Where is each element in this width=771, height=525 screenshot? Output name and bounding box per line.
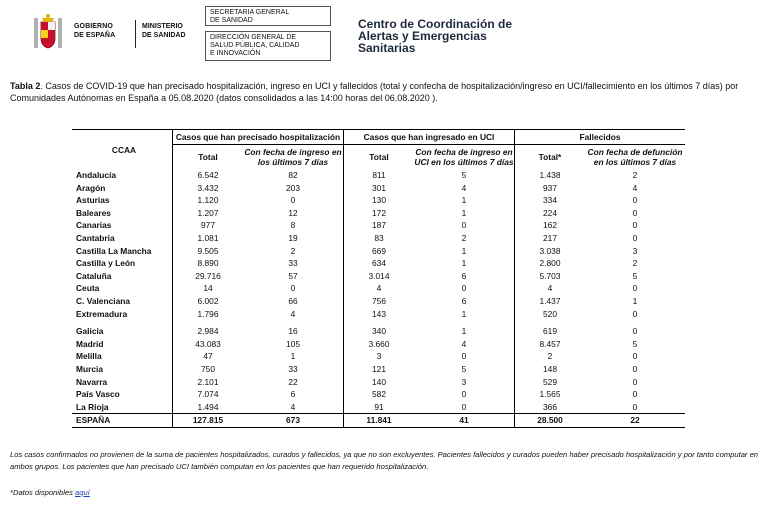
table-cell: 0 [632, 207, 638, 218]
table-row [72, 232, 685, 245]
hosp-7d-header: Con fecha de ingreso en los últimos 7 días [244, 147, 342, 167]
uci-header: Casos que han ingresado en UCI [344, 130, 515, 145]
table-cell: 4 [515, 282, 586, 295]
table-row [72, 282, 685, 295]
table-cell: 12 [288, 207, 298, 218]
region-name: Ceuta [76, 283, 100, 294]
table-cell: 47 [173, 350, 244, 363]
logo-divider [135, 20, 136, 48]
table-cell: 16 [288, 326, 298, 337]
table-cell: 22 [288, 376, 298, 387]
table-cell: 203 [286, 182, 300, 193]
table-row [72, 182, 685, 195]
table-cell: 4 [632, 182, 638, 193]
table-row [72, 338, 685, 351]
table-row [72, 270, 685, 283]
table-cell: 750 [173, 363, 244, 376]
table-cell: 217 [515, 232, 586, 245]
table-cell: 2 [632, 170, 638, 180]
region-name: Melilla [76, 351, 102, 362]
table-cell: 4 [344, 282, 415, 295]
table-cell: 0 [632, 401, 638, 412]
table-cell: 1 [632, 295, 638, 306]
table-cell: 0 [290, 283, 296, 294]
table-cell: 5 [461, 170, 467, 180]
table-cell: 529 [515, 376, 586, 389]
region-name: Canarias [76, 220, 112, 231]
table-cell: 224 [515, 207, 586, 220]
uci-7d-header: Con fecha de ingreso en UCI en los últimos 7 días [414, 147, 514, 167]
table-row [72, 376, 685, 389]
table-cell: 29.716 [173, 270, 244, 283]
table-cell: 19 [288, 232, 298, 243]
table-cell: 2 [632, 258, 638, 269]
table-cell: 162 [515, 219, 586, 232]
table-cell: 977 [173, 219, 244, 232]
table-cell: 187 [344, 219, 415, 232]
table-cell: 1 [461, 258, 467, 269]
table-cell: 143 [344, 308, 415, 321]
total-cell: 127.815 [173, 414, 244, 428]
fall-header: Fallecidos [515, 130, 686, 145]
table-cell: 91 [344, 401, 415, 414]
table-row [72, 363, 685, 376]
total-cell: 28.500 [515, 414, 586, 428]
table-cell: 4 [290, 401, 296, 412]
table-cell: 3.038 [515, 245, 586, 258]
total-cell: 673 [243, 414, 344, 428]
table-cell: 2 [515, 350, 586, 363]
table-row [72, 295, 685, 308]
table-caption: Tabla 2. Casos de COVID-19 que han precisado hospitalización, ingreso en UCI y fallecidos (total y confecha de hospitalización/ingreso en UCI/fallecimiento en los últimos 7 días) por Comunidades Autónomas en España a 05.08.2020 (datos consolidados a las 14:00 horas del 06.08.2020 ). [10, 81, 739, 103]
government-logo [30, 12, 205, 56]
secretaria-box: SECRETARIA GENERAL DE SANIDAD [205, 6, 331, 26]
table-cell: 2.101 [173, 376, 244, 389]
table-cell: 0 [632, 220, 638, 231]
table-cell: 82 [288, 170, 298, 180]
table-cell: 520 [515, 308, 586, 321]
table-cell: 172 [344, 207, 415, 220]
table-cell: 1 [461, 308, 467, 319]
fall-total-header: Total* [515, 145, 586, 170]
table-cell: 0 [461, 401, 467, 412]
table-row [72, 401, 685, 414]
table-row [72, 350, 685, 363]
table-cell: 4 [461, 182, 467, 193]
table-cell: 9.505 [173, 245, 244, 258]
table-cell: 3 [344, 350, 415, 363]
table-cell: 3.014 [344, 270, 415, 283]
table-cell: 1 [461, 245, 467, 256]
table-cell: 634 [344, 257, 415, 270]
gobierno-label: GOBIERNO DE ESPAÑA [74, 23, 116, 39]
table-cell: 334 [515, 194, 586, 207]
region-name: Galicia [76, 326, 104, 337]
document-header [0, 0, 771, 70]
table-cell: 1.438 [515, 169, 586, 182]
table-cell: 0 [461, 283, 467, 294]
region-name: País Vasco [76, 389, 120, 400]
data-link[interactable]: aquí [75, 488, 90, 497]
table-row [72, 245, 685, 258]
table-cell: 121 [344, 363, 415, 376]
table-cell: 6.542 [173, 169, 244, 182]
region-name: Extremadura [76, 308, 128, 319]
table-cell: 1.120 [173, 194, 244, 207]
table-cell: 1 [290, 351, 296, 362]
table-cell: 0 [461, 389, 467, 400]
table-row [72, 257, 685, 270]
hosp-total-header: Total [173, 145, 244, 170]
table-cell: 6 [290, 389, 296, 400]
table-cell: 0 [632, 232, 638, 243]
table-cell: 8 [290, 220, 296, 231]
region-name: C. Valenciana [76, 295, 130, 306]
region-name: Murcia [76, 363, 103, 374]
table-cell: 0 [461, 351, 467, 362]
table-cell: 2 [461, 232, 467, 243]
table-cell: 6 [461, 295, 467, 306]
table-cell: 33 [288, 258, 298, 269]
table-cell: 2.984 [173, 325, 244, 338]
table-cell: 4 [290, 308, 296, 319]
table-cell: 5 [461, 363, 467, 374]
table-cell: 669 [344, 245, 415, 258]
table-cell: 0 [632, 283, 638, 294]
table-cell: 5.703 [515, 270, 586, 283]
region-name: Asturias [76, 195, 110, 206]
table-cell: 937 [515, 182, 586, 195]
table-cell: 2 [290, 245, 296, 256]
total-cell: 22 [585, 414, 685, 428]
total-cell: 11.841 [344, 414, 415, 428]
region-name: Castilla La Mancha [76, 245, 152, 256]
ministerio-label: MINISTERIO DE SANIDAD [142, 23, 186, 39]
table-cell: 3 [461, 376, 467, 387]
region-name: Cantabria [76, 232, 115, 243]
region-name: Baleares [76, 207, 111, 218]
table-cell: 756 [344, 295, 415, 308]
table-cell: 0 [632, 389, 638, 400]
footnote: Los casos confirmados no provienen de la suma de pacientes hospitalizados, curados y fallecidos, ya que no son excluyentes. Pacientes fallecidos y curados pueden haber precisado hospitalización y por tanto computar en ambos grupos. Los pacientes que han precisado UCI también computan en los pacientes que han requerido hospitalización. [10, 450, 759, 471]
region-name: Madrid [76, 338, 104, 349]
table-cell: 1.494 [173, 401, 244, 414]
table-cell: 8.457 [515, 338, 586, 351]
table-row [72, 219, 685, 232]
hosp-header: Casos que han precisado hospitalización [173, 130, 344, 145]
table-cell: 0 [632, 326, 638, 337]
table-row [72, 169, 685, 182]
covid-table [72, 129, 685, 428]
table-cell: 4 [461, 338, 467, 349]
table-cell: 0 [632, 308, 638, 319]
coat-of-arms-icon [30, 12, 66, 56]
table-row [72, 325, 685, 338]
table-cell: 14 [173, 282, 244, 295]
fall-7d-header: Con fecha de defunción en los últimos 7 días [587, 147, 683, 167]
table-cell: 619 [515, 325, 586, 338]
table-cell: 0 [632, 351, 638, 362]
table-cell: 582 [344, 388, 415, 401]
table-cell: 83 [344, 232, 415, 245]
table-cell: 2.800 [515, 257, 586, 270]
table-row [72, 388, 685, 401]
uci-total-header: Total [344, 145, 415, 170]
direccion-box: DIRECCIÓN GENERAL DE SALUD PÚBLICA, CALIDAD E INNOVACIÓN [205, 31, 331, 61]
table-cell: 3 [632, 245, 638, 256]
table-cell: 5 [632, 270, 638, 281]
table-cell: 1 [461, 195, 467, 206]
footnote-source: *Datos disponibles aquí [10, 488, 90, 497]
table-cell: 33 [288, 363, 298, 374]
table-cell: 3.660 [344, 338, 415, 351]
table-cell: 1.437 [515, 295, 586, 308]
region-name: La Rioja [76, 401, 109, 412]
table-cell: 0 [632, 376, 638, 387]
table-cell: 0 [290, 195, 296, 206]
table-cell: 43.083 [173, 338, 244, 351]
table-cell: 66 [288, 295, 298, 306]
region-name: Aragón [76, 182, 106, 193]
total-cell: 41 [414, 414, 515, 428]
total-row [72, 414, 685, 428]
table-cell: 105 [286, 338, 300, 349]
table-cell: 1.207 [173, 207, 244, 220]
table-cell: 148 [515, 363, 586, 376]
region-name: Castilla y León [76, 258, 136, 269]
region-name: Cataluña [76, 270, 112, 281]
table-cell: 140 [344, 376, 415, 389]
table-cell: 301 [344, 182, 415, 195]
table-row [72, 207, 685, 220]
total-label: ESPAÑA [72, 414, 173, 428]
table-cell: 7.074 [173, 388, 244, 401]
table-body [72, 169, 685, 414]
table-row [72, 308, 685, 321]
table-cell: 1 [461, 326, 467, 337]
table-cell: 811 [344, 169, 415, 182]
table-cell: 1 [461, 207, 467, 218]
region-name: Navarra [76, 376, 108, 387]
table-cell: 57 [288, 270, 298, 281]
region-name: Andalucía [76, 170, 117, 180]
table-cell: 6.002 [173, 295, 244, 308]
table-cell: 0 [461, 220, 467, 231]
table-cell: 5 [632, 338, 638, 349]
table-cell: 0 [632, 195, 638, 206]
table-cell: 1.081 [173, 232, 244, 245]
table-cell: 3.432 [173, 182, 244, 195]
table-cell: 6 [461, 270, 467, 281]
ccaa-header: CCAA [72, 130, 173, 170]
table-cell: 0 [632, 363, 638, 374]
table-cell: 1.565 [515, 388, 586, 401]
table-cell: 366 [515, 401, 586, 414]
table-cell: 8.890 [173, 257, 244, 270]
table-cell: 130 [344, 194, 415, 207]
table-cell: 1.796 [173, 308, 244, 321]
table-row [72, 194, 685, 207]
table-cell: 340 [344, 325, 415, 338]
ccaes-title: Centro de Coordinación de Alertas y Emergencias Sanitarias [358, 17, 513, 55]
